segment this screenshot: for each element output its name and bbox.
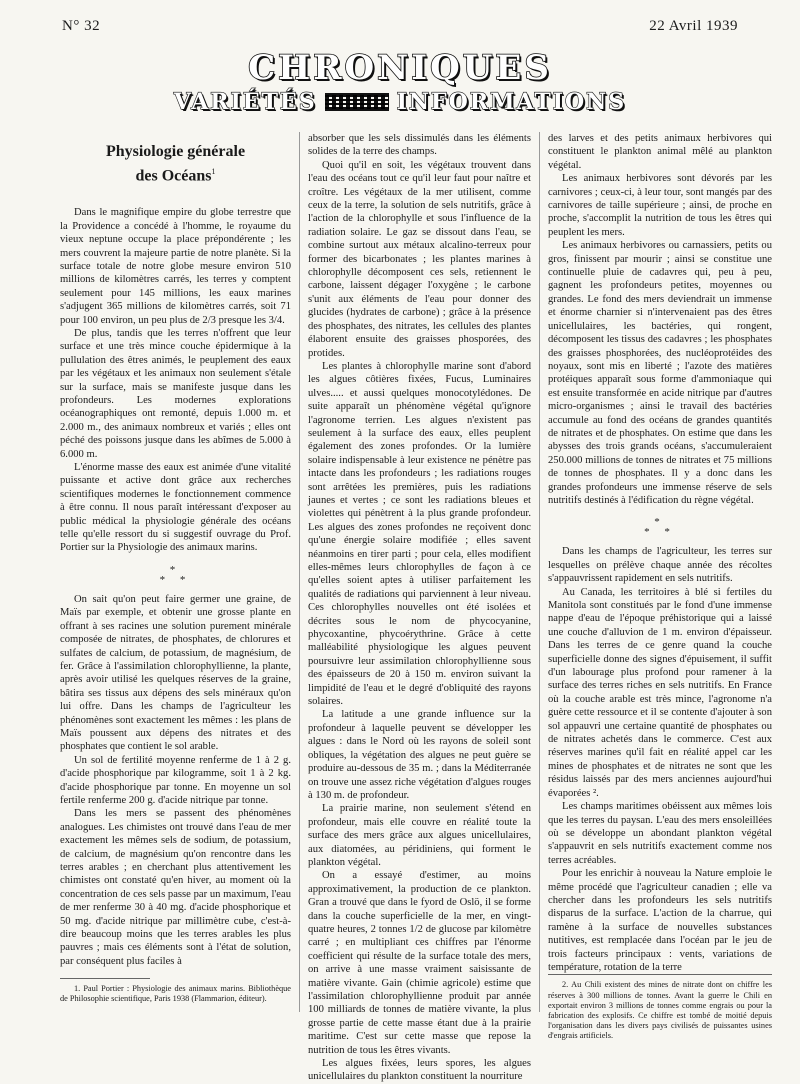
ornament-icon bbox=[325, 93, 389, 111]
subtitle-right: INFORMATIONS bbox=[396, 89, 627, 115]
paragraph: On sait qu'on peut faire germer une graine, de Maïs par exemple, et obtenir une grosse plante en offrant à ses racines une solution purement minérale composée de nitrates, de phosphates, de chlorures et sulfates de calcium, de potassium, de magnésium, de fer. Grâce à l'assimilation chlorophyllienne, la plante, après avoir utilisé les quelques réserves de la graine, bâtira ses tissus aux dépens des sels minéraux qu'on lui offre. Dans les champs de l'agriculteur les phénomènes sont exactement les mêmes : les plans de Maïs poussent aux dépens des nitrates et des phosphates que contient le sol arable. bbox=[60, 593, 291, 753]
issue-number: N° 32 bbox=[62, 18, 101, 34]
paragraph: des larves et des petits animaux herbivores qui constituent le plankton animal mêlé au plankton végétal. bbox=[548, 133, 772, 171]
masthead-title: CHRONIQUES bbox=[248, 48, 552, 88]
paragraph: Les animaux herbivores ou carnassiers, petits ou gros, finissent par mourir ; ainsi se constitue une continuelle pluie de cadavres qui, peu à peu, gagnent les profondeurs petites, moyennes ou grandes. Le fond des mers deviendrait un immense et énorme charnier si n'intervenaient pas des êtres unicellulaires, les bactéries, qui rongent, décomposent les tissus des cadavres ; les phosphates des graisses phosphorées, des nucléoprotéides des noyaux, sont mis en liberté ; l'azote des matières protéiques apparaît sous forme d'ammoniaque qui est ensuite transformée en acide nitrique par d'autres micro-organismes ; ainsi le travail des bactéries accumule au fond des océans de grandes quantités de nitrates et de phosphates. On estime que dans les abysses des trois grands océans, s'accumuleraient 250.000 millions de tonnes de nitrates et 75 millions de tonnes de phosphates. Il y a donc dans les grandes profondeurs une immense réserve de sels nutritifs destinés à l'édification du règne végétal. bbox=[548, 240, 772, 506]
paragraph: Les animaux herbivores sont dévorés par les carnivores ; ceux-ci, à leur tour, sont mangés par des carnivores de taille supérieure ; ainsi, de proche en proche, s'accomplit la nutrition de tous les êtres qui peuplent les mers. bbox=[548, 173, 772, 238]
star-icon: * * bbox=[159, 573, 192, 586]
paragraph: Les champs maritimes obéissent aux mêmes lois que les terres du paysan. L'eau des mers ensoleillées où se développe un abondant plankton végétal s'appauvrit en sels nutritifs exactement comme nos terres acréables. bbox=[548, 801, 772, 866]
footnote-2: 2. Au Chili existent des mines de nitrate dont on chiffre les réserves à 300 millions de tonnes. Avant la guerre le Chili en exportait environ 3 millions de tonnes comme engrais ou pour la fabrication des explosifs. Ce chiffre est tombé de moitié depuis l'organisation dans les divers pays civilisés de puissantes usines d'engrais artificiels. bbox=[548, 974, 772, 1041]
page-header bbox=[0, 0, 800, 50]
paragraph: absorber que les sels dissimulés dans les éléments solides de la terre des champs. bbox=[308, 133, 531, 158]
article-title-line2: des Océans bbox=[135, 167, 212, 185]
paragraph: Les plantes à chlorophylle marine sont d'abord les algues côtières fixées, Fucus, Luminaires ulves..... et aussi quelques monocotylédones. De suite apparaît un phénomène végétal qu'ignore l'agronome terrien. Les algues n'existent pas seulement à la surface des eaux, elles peuplent également des zones profondes. Or la lumière solaire indispensable à leur existence ne pénètre pas intacte dans les profondeurs ; les radiations rouges sont arrêtées les premières, puis les radiations jaunes et vertes ; ce sont les radiations bleues et violettes qui pénètrent à la plus grande profondeur. Les algues des zones profondes ne reçoivent donc qu'une énergie solaire modifiée ; elles savent néanmoins en tirer parti ; pour cela, elles modifient elles-mêmes leurs chlorophylles de façon à ce qu'elles soient aptes à utiliser parfaitement les qualités de radiations qui parviennent à leur niveau. Ces chlorophylles nouvelles ont été isolées et décrites sous le nom de phycocyanine, phycoxantine, phycoérythrine. Grâce à cette malléabilité physiologique les algues peuvent poursuivre leur assimilation chlorophyllienne sous des épaisseurs de 20 à 150 m. environ suivant la limpidité de l'eau et le degré d'obliquité des rayons solaires. bbox=[308, 360, 531, 708]
paragraph: L'énorme masse des eaux est animée d'une vitalité puissante et active dont grâce aux recherches scientifiques modernes le fonctionnement commence à être connu. Il nous paraît intéressant d'exposer au public médical la physiologie générale des océans telle qu'elle ressort du si suggestif ouvrage du Prof. Portier sur la Physiologie des animaux marins. bbox=[60, 462, 291, 554]
star-icon: * * bbox=[644, 526, 676, 539]
article-title bbox=[60, 142, 291, 186]
issue-date: 22 Avril 1939 bbox=[649, 18, 738, 34]
paragraph: Quoi qu'il en soit, les végétaux trouvent dans l'eau des océans tout ce qu'il leur faut pour naître et croître. Les végétaux de la mer utilisent, comme ceux de la terre, la solution de sels nutritifs, grâce à l'action de la chlorophylle et sous l'influence de la radiation solaire. Le gaz se dissout dans l'eau, se combine surtout aux métaux alcalino-terreux pour former des bicarbonates ; les plantes marines à chlorophylle décomposent ces sels, retiennent le carbone, laissent dégager l'oxygène ; le carbone s'unit aux éléments de l'eau pour donner des glucides (hydrates de carbone) ; grâce à la présence des phosphates, des nitrates, les cellules des plantes élaborent ensuite des graisses phosporées, des protides. bbox=[308, 159, 531, 359]
paragraph: Pour les enrichir à nouveau la Nature emploie le même procédé que l'agriculteur canadien ; elle va chercher dans les profondeurs les sels nutritifs disparus de la surface. L'action de la charrue, qui ramène à la surface de nouvelles substances nutitives, est remplacée dans l'océan par le jeu de trois facteurs principaux : vents, variations de température, rotation de la terre bbox=[548, 868, 772, 973]
section-stars bbox=[548, 517, 772, 537]
masthead bbox=[0, 50, 800, 116]
footnote-separator bbox=[60, 978, 150, 979]
article-columns bbox=[60, 132, 780, 1083]
footnote-1: 1. Paul Portier : Physiologie des animaux marins. Bibliothèque de Philosophie scientifique, Paris 1938 (Flammarion, éditeur). bbox=[60, 984, 291, 1004]
paragraph: Dans le magnifique empire du globe terrestre que la Providence a concédé à l'homme, le royaume du vieux neptune occupe la place prépondérente ; les mers couvrent la majeure partie de notre planète. Si la surface totale de notre globe mesure environ 510 millions de kilomètres carrés, les terres y comptent seulement pour 145 millions, les eaux marines s'adjugent 365 millions de kilomètres carrés, soit 71 pour 100 environ, un peu plus de 2/3 presque les 3/4. bbox=[60, 207, 291, 326]
masthead-subtitle bbox=[0, 88, 800, 116]
paragraph: De plus, tandis que les terres n'offrent que leur surface et une très mince couche épidermique à la pullulation des êtres animés, le peuplement des eaux par les végétaux et les animaux non seulement s'étale sur la surface, mais se manifeste jusque dans les profondeurs. Les modernes explorations océanographiques ont remonté, depuis 1.000 m. et 2.000 m., des animaux nombreux et variés ; elles ont péché des poissons jusque dans les abîmes de 5.000 à 6.000 m. bbox=[60, 327, 291, 460]
paragraph: Un sol de fertilité moyenne renferme de 1 à 2 g. d'acide phosphorique par kilogramme, soit 1 à 2 kg. d'acide phosphorique par tonne. En moyenne un sol fertile renferme 200 g. d'acide nitrique par tonne. bbox=[60, 754, 291, 806]
paragraph: Au Canada, les territoires à blé si fertiles du Manitola sont constitués par le fond d'une immense nappe d'eau de l'époque préhistorique qui a laissé une couche d'alluvion de 1 m. environ d'épaisseur. Dans les terres de ce genre quand la couche superficielle donne des signes d'épuisement, il suffit d'un labourage plus profond pour ramener à la surface des terres riches en sels nutritifs. En France où la couche arable est très mince, l'agronome n'a guère cette ressource et il se contente d'ajouter à son sol appauvri une certaine quantité de phosphates ou de nitrates achetés dans le commerce. C'est aux réserves marines qu'il fait en réalité appel car les mines de phosphates et de nitrates ne sont que les résidus laissés par des mers anciennes aujourd'hui évaporées ². bbox=[548, 586, 772, 799]
title-footnote-mark: 1 bbox=[211, 167, 216, 176]
paragraph: Les algues fixées, leurs spores, les algues unicellulaires du plankton constituent la nourriture bbox=[308, 1058, 531, 1083]
paragraph: Dans les mers se passent des phénomènes analogues. Les chimistes ont trouvé dans l'eau de mer exactement les mêmes sels de sodium, de potassium, de calcium, de magnésium qu'on rencontre dans les terres arables ; en cherchant plus attentivement les chimistes ont constaté qu'en hiver, au moment où la concentration de ces sels passe par un maximum, l'eau de mer renferme 30 à 40 mg. d'acide phosphorique et 50 mg. d'acide nitrique par millimètre cube, c'est-à-dire beaucoup moins que les terres arables les plus pauvres ; mais ces éléments sont à l'état de solution, par conséquent plus faciles à bbox=[60, 808, 291, 967]
paragraph: La latitude a une grande influence sur la profondeur à laquelle peuvent se développer les algues : dans le Nord où les rayons de soleil sont obliques, la végétation des algues ne peut guère se produire au-dessous de 35 m. ; dans la Méditerranée on trouve une assez riche végétation d'algues rouges à 130 m. de profondeur. bbox=[308, 709, 531, 801]
column-2 bbox=[300, 132, 540, 1083]
subtitle-left: VARIÉTÉS bbox=[173, 89, 317, 115]
paragraph: Dans les champs de l'agriculteur, les terres sur lesquelles on prélève chaque année des récoltes s'appauvrissent rapidement en sels nutritifs. bbox=[548, 546, 772, 585]
star-icon: * bbox=[169, 563, 182, 576]
star-icon: * bbox=[654, 516, 666, 529]
article-title-line1: Physiologie générale bbox=[105, 143, 246, 160]
section-stars bbox=[60, 565, 291, 585]
paragraph: On a essayé d'estimer, au moins approximativement, la production de ce plankton. Gran a trouvé que dans le fyord de Oslö, il se forme dans la couche superficielle de la mer, en vingt-quatre heures, 2 tonnes 1/2 de glucose par kilomètre carré ; en multipliant ces chiffres par l'énorme coefficient qui résulte de la surface totale des mers, on arrive à une masse vraiment saisissante de matière vivante. Gain (chimie agricole) estime que l'assimilation chlorophyllienne produit par année 100 milliards de tonnes de matière vivante, la plus grosse partie de cette masse étant due à la prairie maritime. C'est sur cette masse que repose la nutrition de tous les êtres vivants. bbox=[308, 870, 531, 1056]
column-3 bbox=[540, 132, 780, 1041]
column-1 bbox=[60, 132, 300, 1012]
paragraph: La prairie marine, non seulement s'étend en profondeur, mais elle couvre en réalité toute la surface des mers grâce aux algues unicellulaires, aux diatomées, au péridiniens, qui forment le plankton végétal. bbox=[308, 803, 531, 868]
